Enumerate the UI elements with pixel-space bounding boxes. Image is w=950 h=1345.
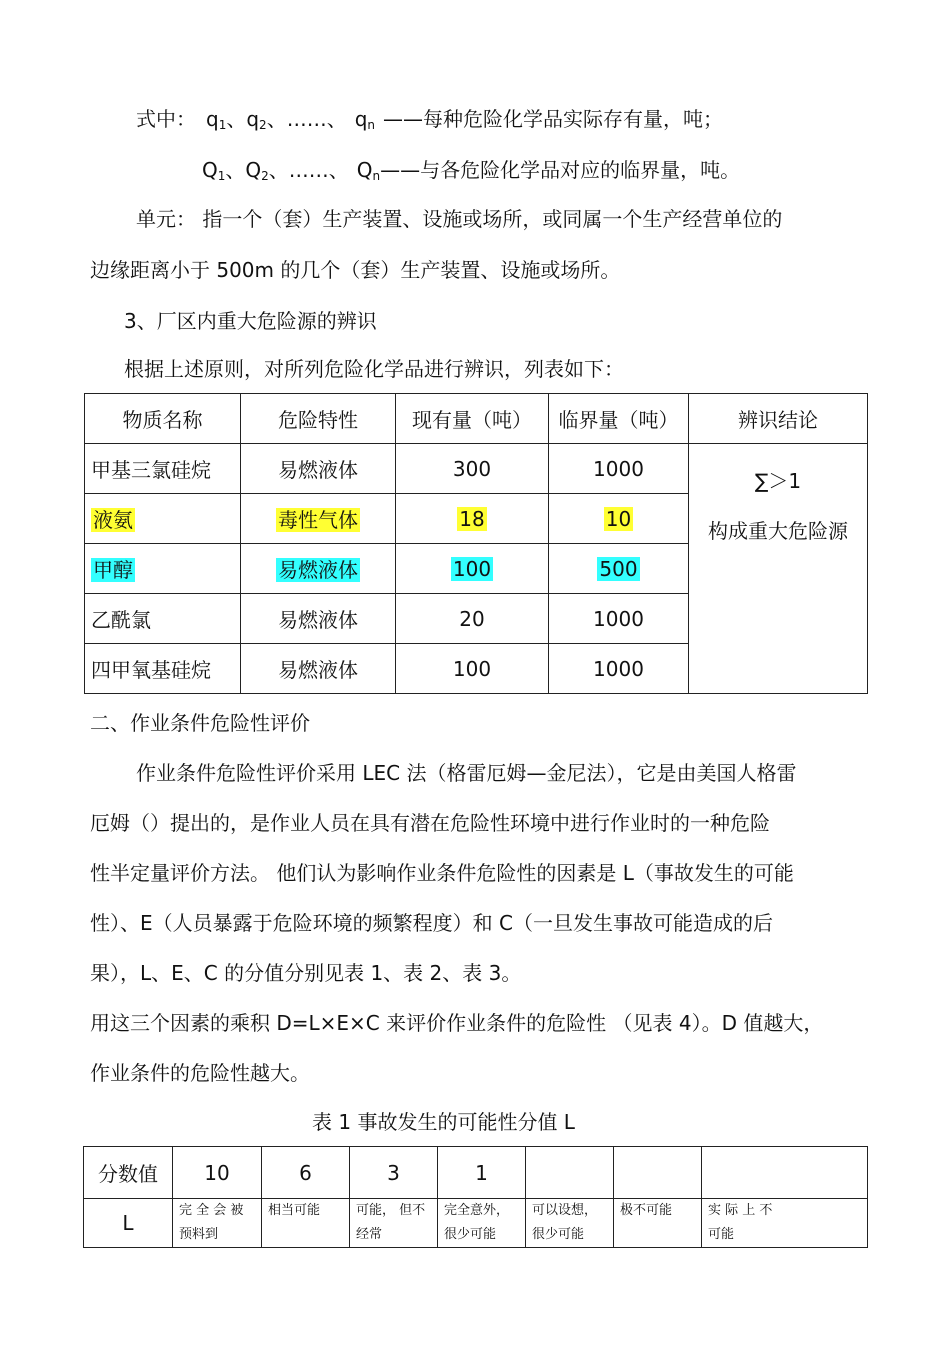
cell-substance: 液氨 — [85, 494, 241, 544]
score-cell: 6 — [262, 1147, 350, 1199]
likelihood-score-table — [83, 1146, 868, 1248]
score-cell — [702, 1147, 868, 1199]
cell-threshold-qty: 1000 — [549, 594, 689, 644]
cell-threshold-qty: 1000 — [549, 444, 689, 494]
description-cell: 实 际 上 不 可能 — [702, 1199, 868, 1248]
header-substance: 物质名称 — [85, 394, 241, 444]
cell-hazard: 易燃液体 — [241, 444, 396, 494]
cell-hazard: 易燃液体 — [241, 544, 396, 594]
section-two-heading: 二、作业条件危险性评价 — [90, 711, 310, 735]
score-cell — [526, 1147, 614, 1199]
description-cell: 相当可能 — [262, 1199, 350, 1248]
header-conclusion: 辨识结论 — [689, 394, 868, 444]
description-row — [84, 1199, 868, 1248]
score-cell — [614, 1147, 702, 1199]
cell-current-qty: 100 — [396, 544, 549, 594]
header-hazard: 危险特性 — [241, 394, 396, 444]
lec-paragraph-line3: 性半定量评价方法。 他们认为影响作业条件危险性的因素是 L（事故发生的可能 — [90, 861, 794, 885]
conclusion-sum: ∑＞1 — [754, 469, 802, 493]
section3-intro: 根据上述原则，对所列危险化学品进行辨识，列表如下： — [124, 357, 624, 381]
unit-definition-line1: 单元： 指一个（套）生产装置、设施或场所，或同属一个生产经营单位的 — [136, 207, 783, 231]
table2-caption: 表 1 事故发生的可能性分值 L — [312, 1110, 575, 1134]
score-cell: 10 — [173, 1147, 262, 1199]
cell-current-qty: 300 — [396, 444, 549, 494]
unit-definition-line2: 边缘距离小于 500m 的几个（套）生产装置、设施或场所。 — [90, 258, 621, 282]
formula-Q-line: $Q_1$、$Q_2$、……、 $Q_n——$与各危险化学品对应的临界量，吨。 — [202, 158, 741, 183]
header-threshold-qty: 临界量（吨） — [549, 394, 689, 444]
lec-paragraph-line7: 作业条件的危险性越大。 — [90, 1061, 310, 1085]
description-label: L — [84, 1199, 173, 1248]
table-header-row — [85, 394, 868, 444]
cell-hazard: 毒性气体 — [241, 494, 396, 544]
description-cell: 可以设想， 很少可能 — [526, 1199, 614, 1248]
score-cell: 1 — [438, 1147, 526, 1199]
lec-paragraph-line1: 作业条件危险性评价采用 LEC 法（格雷厄姆—金尼法），它是由美国人格雷 — [136, 761, 797, 785]
formula-q-line: 式中： $q_1$、$q_2$、……、 $q_n$ ——每种危险化学品实际存有量，吨； — [136, 107, 723, 132]
score-row — [84, 1147, 868, 1199]
cell-substance: 甲基三氯硅烷 — [85, 444, 241, 494]
description-cell: 完全意外， 很少可能 — [438, 1199, 526, 1248]
cell-threshold-qty: 1000 — [549, 644, 689, 694]
description-cell: 极不可能 — [614, 1199, 702, 1248]
cell-current-qty: 20 — [396, 594, 549, 644]
score-label: 分数值 — [84, 1147, 173, 1199]
lec-paragraph-line6: 用这三个因素的乘积 D=L×E×C 来评价作业条件的危险性 （见表 4）。D 值越大， — [90, 1011, 824, 1035]
table-row — [85, 444, 868, 494]
hazard-identification-table — [84, 393, 868, 694]
cell-threshold-qty: 10 — [549, 494, 689, 544]
section3-heading: 3、厂区内重大危险源的辨识 — [124, 309, 377, 333]
conclusion-text: 构成重大危险源 — [708, 519, 848, 543]
cell-current-qty: 18 — [396, 494, 549, 544]
description-cell: 完 全 会 被 预料到 — [173, 1199, 262, 1248]
cell-conclusion — [689, 444, 868, 694]
cell-threshold-qty: 500 — [549, 544, 689, 594]
lec-paragraph-line5: 果），L、E、C 的分值分别见表 1、表 2、表 3。 — [90, 961, 522, 985]
description-cell: 可能， 但不 经常 — [350, 1199, 438, 1248]
header-current-qty: 现有量（吨） — [396, 394, 549, 444]
cell-substance: 甲醇 — [85, 544, 241, 594]
cell-hazard: 易燃液体 — [241, 644, 396, 694]
cell-substance: 四甲氧基硅烷 — [85, 644, 241, 694]
lec-paragraph-line2: 厄姆（）提出的，是作业人员在具有潜在危险性环境中进行作业时的一种危险 — [90, 811, 770, 835]
score-cell: 3 — [350, 1147, 438, 1199]
cell-current-qty: 100 — [396, 644, 549, 694]
lec-paragraph-line4: 性）、E（人员暴露于危险环境的频繁程度）和 C（一旦发生事故可能造成的后 — [90, 911, 773, 935]
cell-substance: 乙酰氯 — [85, 594, 241, 644]
cell-hazard: 易燃液体 — [241, 594, 396, 644]
